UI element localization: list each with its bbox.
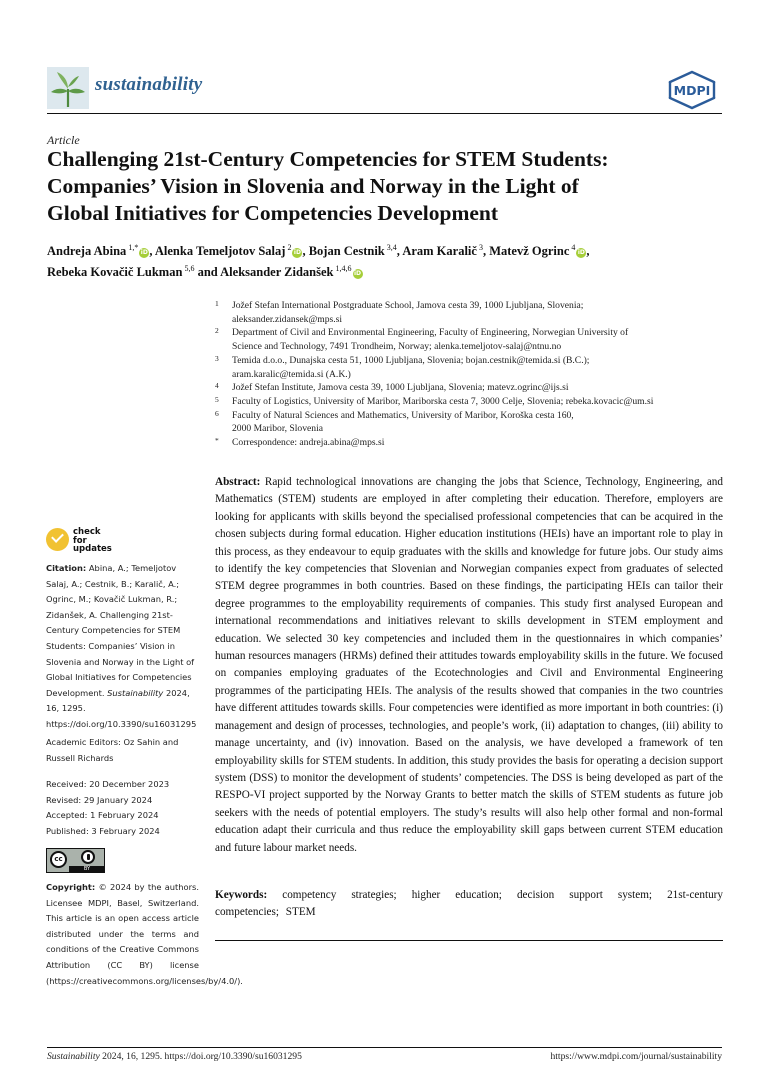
citation-text: Abina, A.; Temeljotov Salaj, A.; Cestnik, B.; Karalič, A.; Ogrinc, M.; Kovačič Lukman, R.; Zidanšek, A. Challenging 21st-Century Competencies for STEM Students: Companies’ Vision in Slovenia and Norway in the Light of Global Initiatives for Competencies Development. (46, 563, 195, 698)
by-label: BY (69, 866, 105, 873)
title-line: Challenging 21st-Century Competencies for STEM Students: (47, 147, 609, 171)
copyright-text: © 2024 by the authors. Licensee MDPI, Basel, Switzerland. This article is an open access article distributed under the terms and conditions of the Creative Commons Attribution (CC BY) license (https://creativecommons.org/licenses/by/4.0/). (46, 882, 243, 986)
affiliation-line: 2000 Maribor, Slovenia (232, 423, 324, 435)
date-label: Received: (46, 779, 87, 789)
affiliation-item (215, 381, 730, 395)
creative-commons-icon: cc (50, 851, 67, 868)
affiliation-number: 5 (215, 394, 219, 404)
checkmark-icon (46, 528, 69, 551)
author-separator: , (149, 244, 155, 258)
author-affiliation-ref: 3 (478, 243, 483, 252)
date-label: Published: (46, 825, 89, 836)
date-value: 29 January 2024 (83, 794, 153, 805)
affiliation-number: 3 (215, 353, 219, 363)
affiliation-item (215, 395, 730, 409)
affiliation-item (215, 354, 730, 381)
journal-logo-plant-icon (47, 67, 89, 109)
affiliation-line: aram.karalic@temida.si (A.K.) (232, 368, 351, 380)
affiliation-item (215, 409, 730, 436)
date-value: 3 February 2024 (91, 825, 160, 836)
cc-by-license-badge[interactable] (46, 848, 105, 873)
check-updates-line: updates (73, 544, 112, 554)
author-separator: , (302, 244, 309, 258)
affiliation-line: Jožef Stefan Institute, Jamova cesta 39, 1000 Ljubljana, Slovenia; matevz.ogrinc@ijs.si (232, 382, 569, 394)
date-row (46, 793, 199, 809)
footer-journal-url[interactable]: https://www.mdpi.com/journal/sustainability (550, 1051, 722, 1062)
article-title (47, 146, 737, 227)
affiliation-number: * (215, 436, 219, 446)
citation-block (46, 561, 199, 733)
affiliation-line: Temida d.o.o., Dunajska cesta 51, 1000 Ljubljana, Slovenia; bojan.cestnik@temida.si (B.C.); (232, 354, 590, 366)
title-line: Companies’ Vision in Slovenia and Norway in the Light of (47, 174, 579, 198)
author-name[interactable]: Bojan Cestnik (308, 244, 385, 258)
date-label: Revised: (46, 794, 82, 805)
citation-doi[interactable]: 2024, 16, 1295. https://doi.org/10.3390/su16031295 (46, 687, 197, 729)
affiliation-line: Science and Technology, 7491 Trondheim, Norway; alenka.temeljotov-salaj@ntnu.no (232, 341, 562, 353)
header-divider (47, 113, 722, 114)
affiliation-item (215, 299, 730, 326)
citation-journal: Sustainability (107, 687, 164, 698)
affiliation-line: Department of Civil and Environmental Engineering, Faculty of Engineering, Norwegian University of (232, 327, 629, 339)
author-name[interactable]: Andreja Abina (47, 244, 127, 258)
orcid-icon[interactable]: iD (293, 249, 301, 256)
affiliation-item (215, 326, 730, 353)
academic-editors (46, 735, 199, 766)
date-row (46, 824, 199, 840)
keywords-text: competency strategies; higher education; decision support system; 21st-century competencies; STEM (215, 889, 723, 919)
affiliation-line: Faculty of Logistics, University of Maribor, Mariborska cesta 7, 3000 Celje, Slovenia; rebeka.kovacic@um.si (232, 395, 654, 407)
author-name[interactable]: Aram Karalič (402, 244, 477, 258)
orcid-icon[interactable]: iD (353, 270, 362, 277)
keywords-label: Keywords: (215, 889, 268, 901)
article-type: Article (47, 133, 80, 147)
author-affiliation-ref: 4 (571, 243, 576, 252)
author-affiliation-ref: 1,4,6 (335, 264, 352, 273)
date-row (46, 777, 199, 793)
check-for-updates-button[interactable] (46, 528, 116, 554)
check-updates-line: check for (73, 527, 101, 546)
copyright-label: Copyright: (46, 882, 96, 892)
author-name[interactable]: Aleksander Zidanšek (220, 265, 334, 279)
author-affiliation-ref: 1,* (128, 243, 139, 252)
affiliation-line: aleksander.zidansek@mps.si (232, 313, 343, 325)
abstract (215, 474, 723, 857)
footer-citation (47, 1051, 302, 1062)
check-updates-label (73, 528, 116, 554)
author-separator: , (396, 244, 403, 258)
title-line: Global Initiatives for Competencies Development (47, 201, 499, 225)
author-list (47, 239, 727, 281)
author-separator: and (194, 265, 221, 279)
abstract-divider (215, 940, 723, 941)
author-separator: , (482, 244, 490, 258)
footer-doi[interactable]: 2024, 16, 1295. https://doi.org/10.3390/su16031295 (102, 1051, 302, 1062)
affiliations-list (215, 299, 730, 450)
mdpi-logo-text: MDPI (673, 83, 711, 98)
affiliation-number: 2 (215, 326, 219, 336)
author-name[interactable]: Alenka Temeljotov Salaj (154, 244, 286, 258)
author-affiliation-ref: 2 (287, 243, 292, 252)
keywords (215, 887, 723, 922)
footer-journal: Sustainability (47, 1051, 100, 1062)
citation-label: Citation: (46, 563, 87, 573)
abstract-label: Abstract: (215, 476, 261, 488)
mdpi-logo[interactable] (665, 70, 719, 110)
author-name[interactable]: Rebeka Kovačič Lukman (47, 265, 183, 279)
affiliation-line: Faculty of Natural Sciences and Mathematics, University of Maribor, Koroška cesta 160, (232, 409, 574, 421)
orcid-icon[interactable]: iD (140, 249, 148, 256)
date-value: 20 December 2023 (89, 779, 170, 789)
affiliation-number: 1 (215, 299, 219, 308)
affiliation-number: 4 (215, 381, 219, 391)
author-affiliation-ref: 5,6 (184, 264, 195, 273)
affiliation-line: Jožef Stefan International Postgraduate School, Jamova cesta 39, 1000 Ljubljana, Slovenia; (232, 300, 584, 311)
attribution-person-icon (81, 850, 95, 864)
date-row (46, 808, 199, 824)
journal-name: sustainability (95, 74, 203, 95)
editors-label: Academic Editors: (46, 737, 121, 747)
date-label: Accepted: (46, 810, 88, 821)
affiliation-number: 6 (215, 408, 219, 418)
author-affiliation-ref: 3,4 (386, 243, 397, 252)
abstract-text: Rapid technological innovations are changing the jobs that Science, Technology, Engineering, and Mathematics (STEM) students are employed in after completing their education. Therefore, employers are looking for applicants with skills beyond the specialised professional competencies that can be acquired in the chosen subjects during formal education. Higher education institutions (HEIs) have an important role to play in this process, as they endeavour to equip graduates with the skills and knowledge for future jobs. Our study aims to identify the key competencies that Slovenian and Norwegian companies expect from graduates of selected STEM degree programmes in both countries. Based on these findings, the participating HEIs can tailor their degree programmes to the employability requirements of companies. This study first analysed European and international recommendations and initiatives relevant to skills development in STEM employment and education. We selected 30 key competencies and included them in the questionnaires in which companies’ human resources managers (HRMs) defined their attitudes towards employability skills in the future. We focused on companies employing graduates of the Ecotechnologies and Civil and Environmental Engineering programmes of the participating HEIs. The analysis of the results showed that companies in the two countries have different attitudes towards skills. Four competencies were identified as more important in both countries: (i) management and design of processes, technologies, and people’s work, (ii) adaptation to changes, (iii) ability to manage uncertainty, and (iv) innovation. Based on the analysis, we have developed a framework of ten employability skills for STEM students. In addition, this study provides the basis for operating a decision support system (DSS) to monitor the development of students’ competencies. The DSS is being developed as part of the RESPO-VI project supported by the Norway Grants to better match the skills of STEM students as future job seekers with the needs of potential employers. The study’s results will also help other formal and non-formal education adapt their curricula and thus reduce the employability skill gaps between current STEM education and future labour market needs. (215, 476, 723, 854)
footer-divider (47, 1047, 722, 1048)
editors-names: Oz Sahin and Russell Richards (46, 737, 179, 763)
publication-dates (46, 777, 199, 839)
author-name[interactable]: Matevž Ogrinc (489, 244, 570, 258)
affiliation-item (215, 436, 730, 450)
affiliation-line: Correspondence: andreja.abina@mps.si (232, 437, 385, 449)
orcid-icon[interactable]: iD (577, 249, 585, 256)
author-separator: , (586, 244, 590, 258)
date-value: 1 February 2024 (90, 810, 159, 821)
